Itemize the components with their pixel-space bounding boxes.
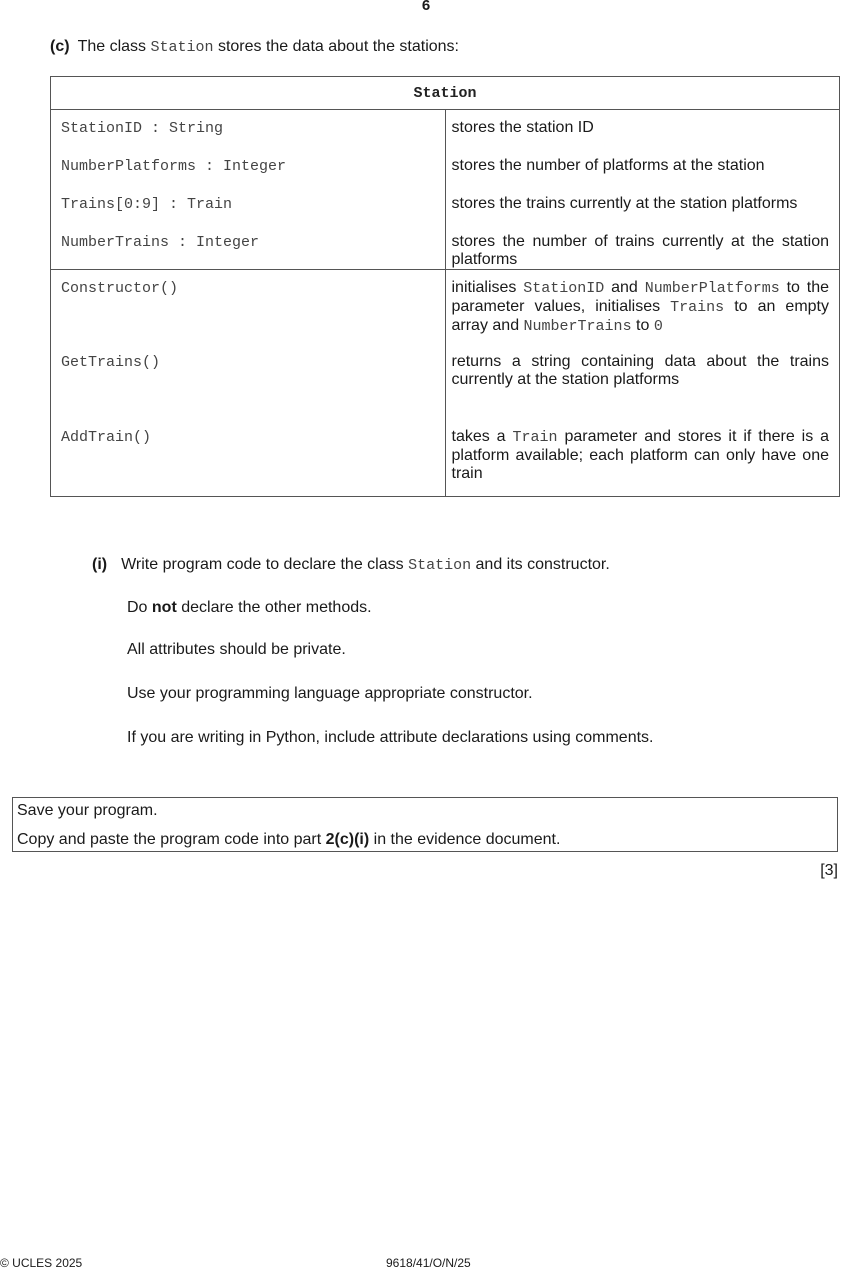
method-name-text: GetTrains()	[61, 354, 161, 371]
attribute-name	[51, 148, 445, 186]
question-line-5: If you are writing in Python, include attribute declarations using comments.	[127, 729, 654, 746]
method-description: takes a Train parameter and stores it if there is a platform available; each platform can only have one train	[451, 428, 830, 482]
attribute-name-text: NumberPlatforms : Integer	[61, 158, 287, 175]
question-line-1	[92, 556, 610, 574]
marks-allocation: [3]	[820, 862, 838, 879]
attributes-names-cell	[51, 110, 446, 270]
subpart-label: (i)	[92, 556, 108, 573]
methods-desc-cell	[445, 270, 840, 497]
method-name-text: Constructor()	[61, 280, 179, 297]
q1-before: Write program code to declare the class	[121, 556, 409, 573]
copy-after: in the evidence document.	[369, 831, 561, 848]
q2-after: declare the other methods.	[176, 599, 372, 616]
question-line-4: Use your programming language appropriate constructor.	[127, 685, 533, 702]
attribute-name-text: StationID : String	[61, 120, 224, 137]
attribute-name	[51, 110, 445, 148]
q1-after: and its constructor.	[471, 556, 610, 573]
attribute-description: stores the station ID	[451, 119, 594, 136]
intro-text-after: stores the data about the stations:	[213, 38, 459, 55]
footer-copyright: © UCLES 2025	[0, 1258, 83, 1269]
question-line-2	[127, 599, 372, 617]
q2-before: Do	[127, 599, 152, 616]
q2-bold: not	[151, 599, 177, 616]
table-header: Station	[51, 77, 840, 110]
attributes-desc-cell	[445, 110, 840, 270]
page-number: 6	[421, 0, 431, 14]
attribute-name	[51, 224, 445, 269]
method-name	[51, 419, 445, 496]
footer-paper-code: 9618/41/O/N/25	[386, 1258, 471, 1269]
method-name-text: AddTrain()	[61, 429, 152, 446]
question-line-3: All attributes should be private.	[127, 641, 346, 658]
attribute-name-text: NumberTrains : Integer	[61, 234, 260, 251]
copy-before: Copy and paste the program code into part	[17, 831, 326, 848]
copy-instruction	[17, 831, 560, 849]
attribute-name	[51, 186, 445, 224]
attribute-name-text: Trains[0:9] : Train	[61, 196, 233, 213]
q1-class-name: Station	[408, 557, 472, 574]
method-description: initialises StationID and NumberPlatforms to the parameter values, initialises Trains to an empty array and NumberTrains to 0	[451, 279, 830, 335]
attribute-description: stores the trains currently at the station platforms	[451, 195, 798, 212]
method-description: returns a string containing data about the trains currently at the station platforms	[451, 353, 829, 388]
attribute-description: stores the number of platforms at the station	[451, 157, 765, 174]
methods-names-cell	[51, 270, 446, 497]
intro-text	[50, 38, 459, 56]
method-name	[51, 344, 445, 419]
intro-text-before: The class	[77, 38, 151, 55]
method-name	[51, 270, 445, 344]
part-label: (c)	[50, 38, 70, 55]
class-diagram-table	[50, 76, 840, 497]
evidence-part-ref: 2(c)(i)	[325, 831, 370, 848]
class-name: Station	[150, 39, 214, 56]
attribute-description: stores the number of trains currently at the station platforms	[451, 233, 829, 268]
evidence-instruction-box	[12, 797, 838, 852]
save-instruction: Save your program.	[17, 802, 158, 819]
